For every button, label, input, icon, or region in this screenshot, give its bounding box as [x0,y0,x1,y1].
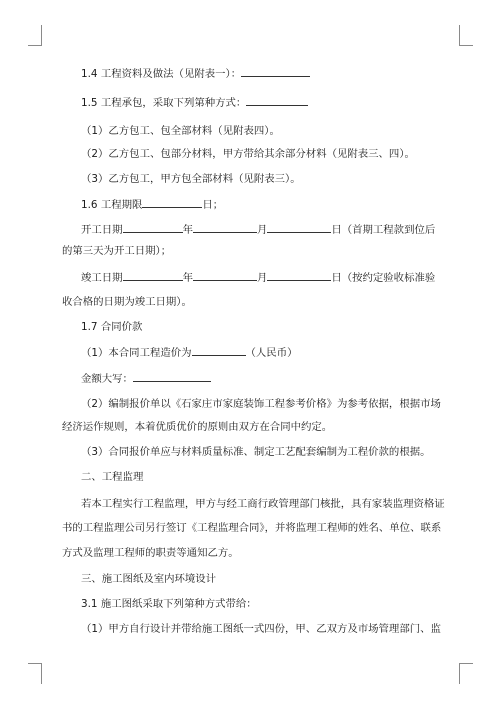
section-2-title: 二、工程监理 [81,471,144,483]
contract-price: （1）本合同工程造价为 （人民币） [81,347,298,359]
blank-field [192,345,246,356]
blank-field [142,197,202,208]
end-date-line: 竣工日期 年 月 日（按约定验收标准验 [81,272,436,284]
option-1: （1）乙方包工、包全部材料（见附表四）。 [81,125,280,137]
supervision-para-1: 若本工程实行工程监理，甲方与经工商行政管理部门核批，具有家装监理资格证 [81,498,445,510]
crop-mark-bottom-left [28,663,42,684]
pricing-basis-1: （2）编制报价单以《石家庄市家庭装饰工程参考价格》为参考依据，根据市场 [81,398,441,410]
start-date-line: 开工日期 年 月 日（首期工程款到位后 [81,224,436,236]
pricing-basis-2: 经济运作规则，本着优质优价的原则由双方在合同中约定。 [62,421,333,433]
amount-in-words: 金额大写： [81,371,211,386]
supervision-para-2: 书的工程监理公司另行签订《工程监理合同》，并将监理工程师的姓名、单位、联系 [62,522,442,534]
clause-1-4: 1.4 工程资料及做法（见附表一）： [81,66,310,81]
blank-field [246,95,308,106]
clause-1-5: 1.5 工程承包，采取下列第种方式： [81,95,308,110]
blank-field [123,222,183,233]
blank-field [193,222,257,233]
crop-mark-top-right [459,25,473,46]
pricing-basis-3: （3）合同报价单应与材料质量标准、制定工艺配套编制为工程价款的根据。 [81,446,431,458]
option-3: （3）乙方包工，甲方包全部材料（见附表三）。 [81,173,301,185]
clause-3-1: 3.1 施工图纸采取下列第种方式带给： [81,598,257,610]
supervision-para-3: 方式及监理工程师的职责等通知乙方。 [62,547,239,559]
clause-1-7: 1.7 合同价款 [81,321,143,333]
blank-field [267,270,331,281]
blank-field [123,270,183,281]
start-date-cont: 的第三天为开工日期）； [62,245,172,257]
end-date-cont: 收合格的日期为竣工日期）。 [62,296,192,308]
clause-3-1-option-1: （1）甲方自行设计并带给施工图纸一式四份，甲、乙双方及市场管理部门、监 [81,623,441,635]
blank-field [267,222,331,233]
section-3-title: 三、施工图纸及室内环境设计 [81,573,217,585]
crop-mark-top-left [28,25,42,46]
crop-mark-bottom-right [459,663,473,684]
blank-field [133,371,211,382]
clause-1-6: 1.6 工程期限 日； [81,199,224,211]
option-2: （2）乙方包工、包部分材料，甲方带给其余部分材料（见附表三、四）。 [81,148,415,160]
blank-field [193,270,257,281]
blank-field [241,66,310,77]
